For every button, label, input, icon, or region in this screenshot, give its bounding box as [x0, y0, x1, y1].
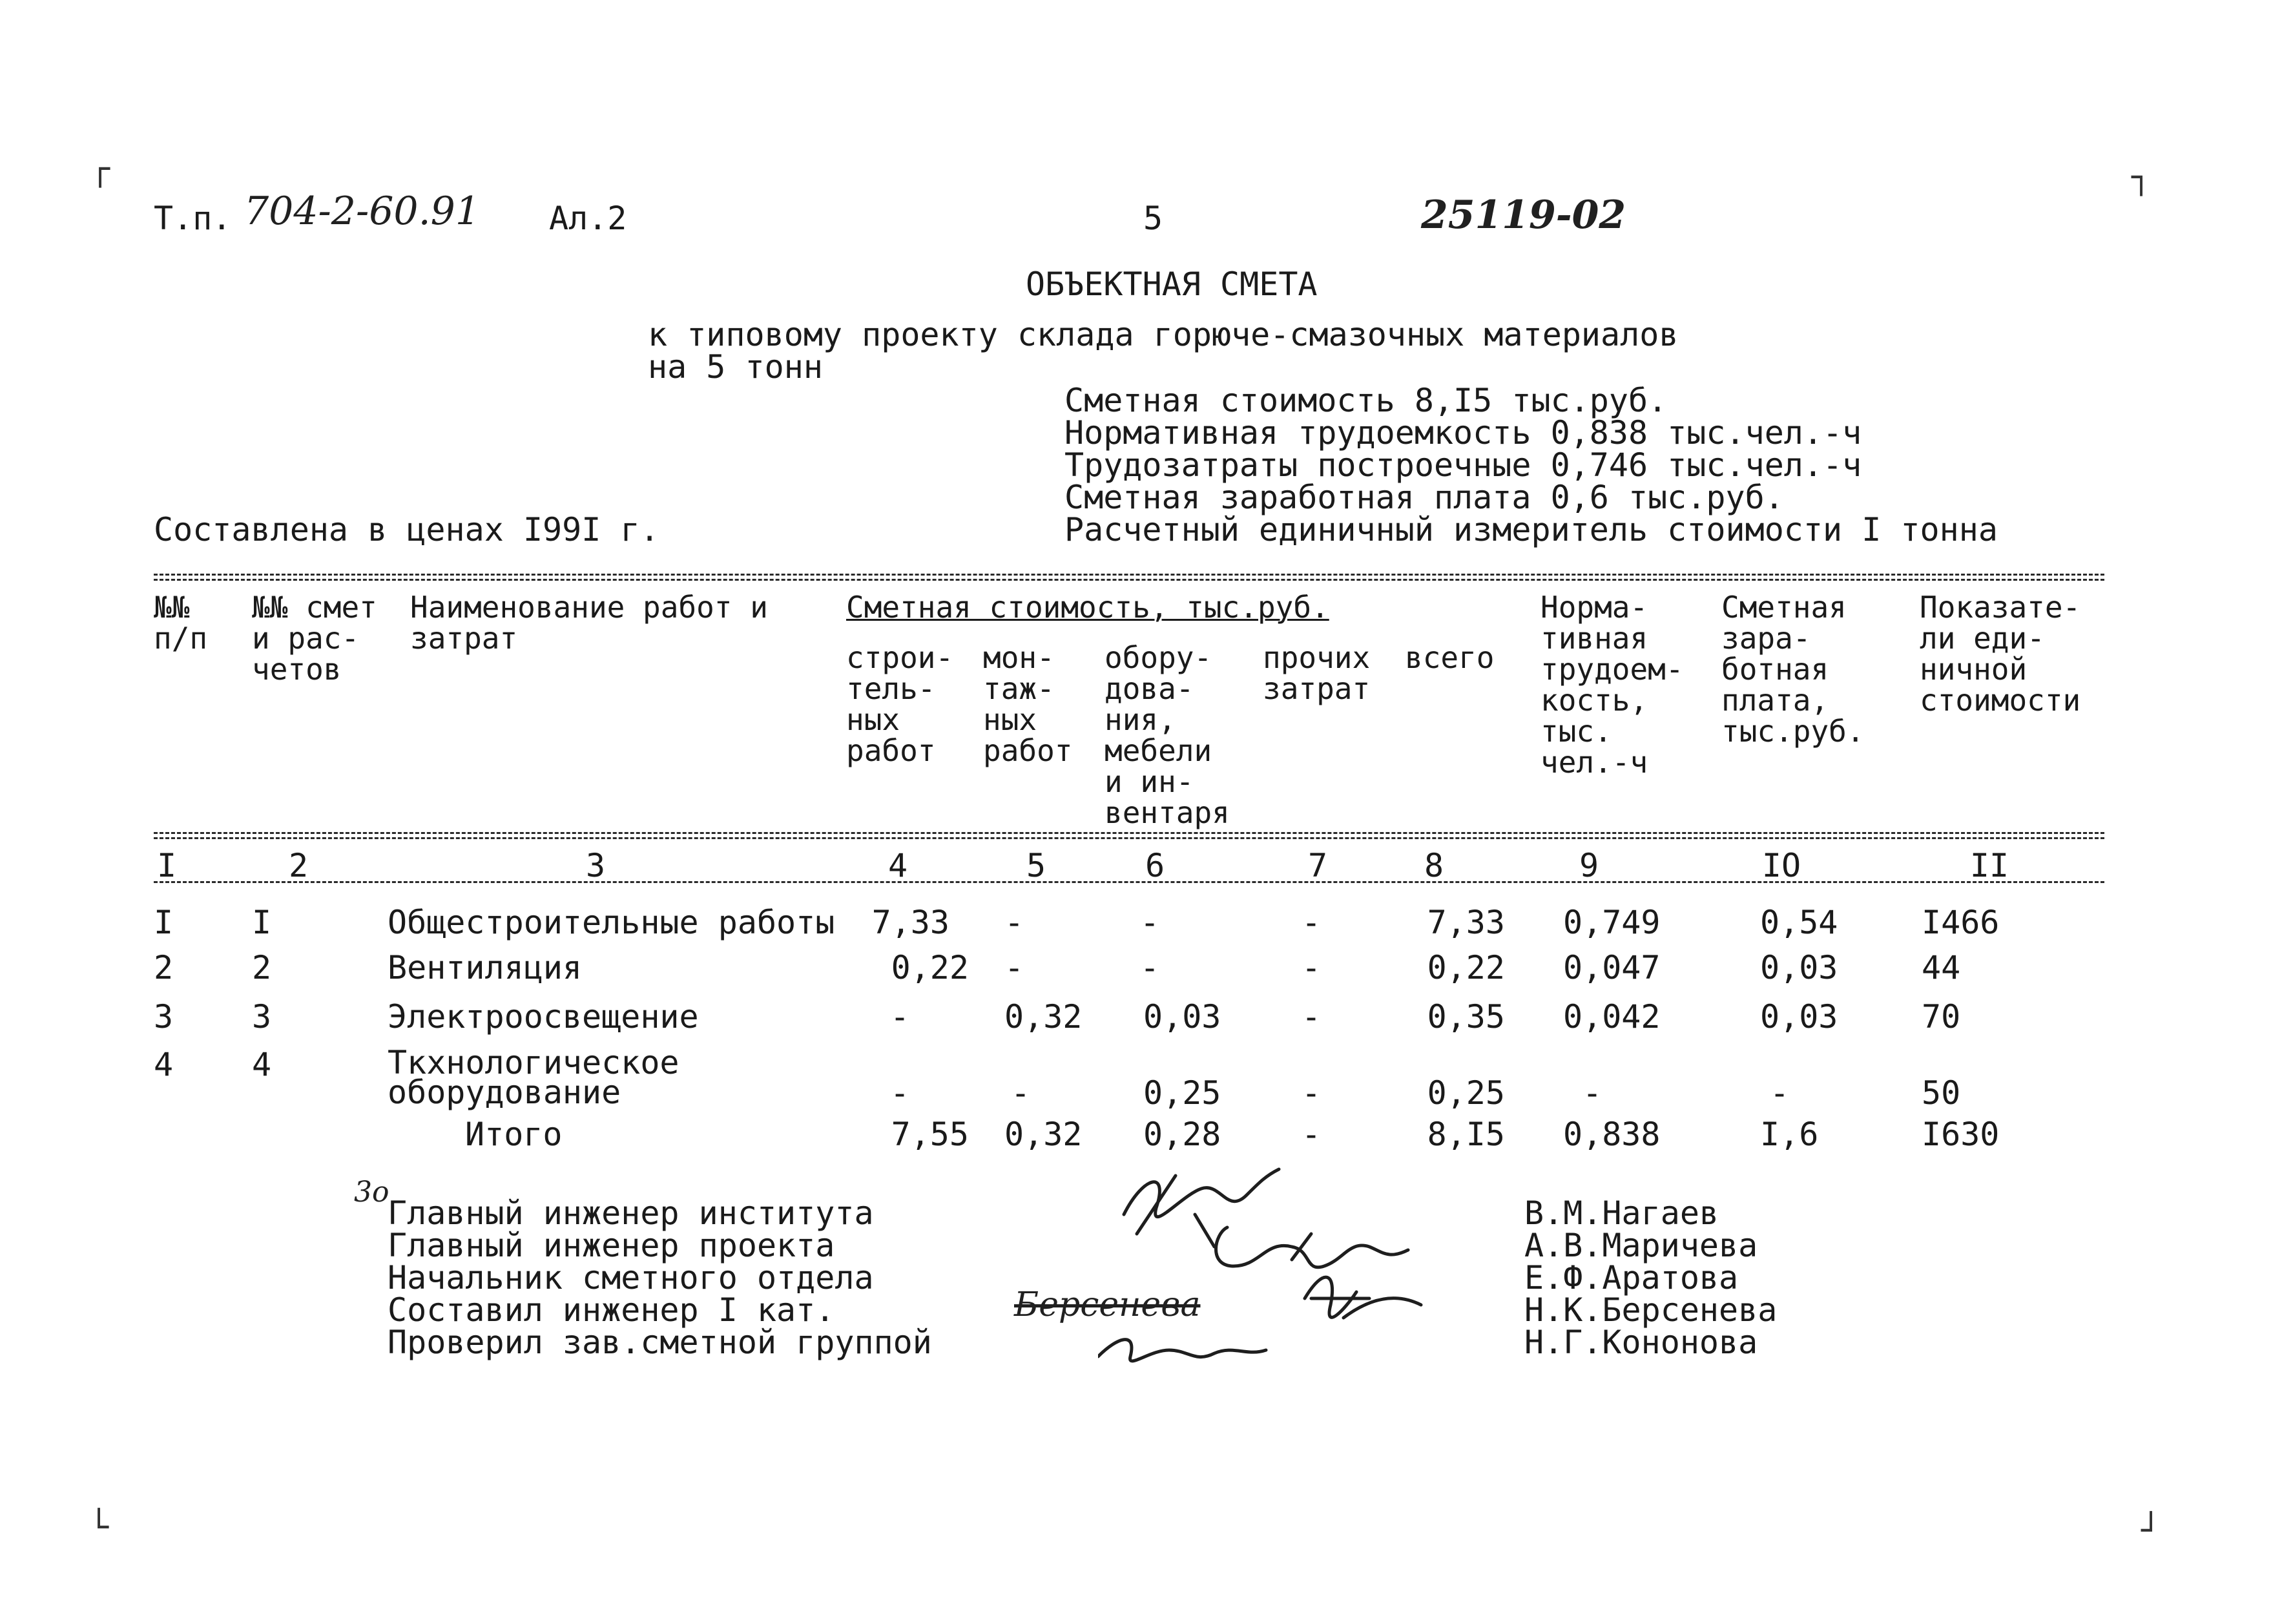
col-number-10: IO [1761, 847, 1801, 884]
signatory-role-2: Главный инженер проекта [388, 1227, 835, 1264]
row-1-other: - [1302, 904, 1322, 941]
row-3-wage: 0,03 [1760, 998, 1838, 1036]
table-top-rule-2 [154, 579, 2104, 581]
row-2-number: 2 [154, 949, 174, 986]
row-2-wage: 0,03 [1760, 949, 1838, 986]
row-1-total: 7,33 [1427, 904, 1505, 941]
row-4-installation: - [1011, 1074, 1031, 1112]
subtitle-line-2: на 5 тонн [648, 348, 823, 386]
corner-mark-bottom-left: └ [89, 1508, 109, 1546]
prices-year: Составлена в ценах I99I г. [154, 511, 659, 548]
signatory-name-2: А.В.Маричева [1524, 1227, 1758, 1264]
col-number-4: 4 [887, 847, 908, 884]
col-header-unit-cost: Показате- ли еди- ничной стоимости [1920, 590, 2081, 718]
col-number-6: 6 [1145, 847, 1165, 884]
total-other: - [1302, 1116, 1322, 1153]
col-number-8: 8 [1424, 847, 1444, 884]
summary-unit-meter: Расчетный единичный измеритель стоимости I тонна [1064, 511, 1998, 548]
row-4-total: 0,25 [1427, 1074, 1505, 1112]
row-2-installation: - [1004, 949, 1024, 986]
total-labor: 0,838 [1563, 1116, 1661, 1153]
signatory-role-4: Составил инженер I кат. [388, 1291, 835, 1329]
row-1-construction: 7,33 [871, 904, 949, 941]
row-2-equipment: - [1140, 949, 1160, 986]
corner-mark-top-left: ┌ [90, 150, 110, 187]
col-header-total: всего [1405, 640, 1495, 675]
corner-mark-top-right: ┐ [2132, 158, 2152, 196]
total-sum: 8,I5 [1427, 1116, 1505, 1153]
row-4-other: - [1302, 1074, 1322, 1112]
subtitle-line-1: к типовому проекту склада горюче-смазочных материалов [648, 316, 1679, 353]
table-header-rule-2 [154, 837, 2104, 839]
col-header-equipment: обору- дова- ния, мебели и ин- вентаря [1105, 640, 1230, 830]
row-4-estimate: 4 [252, 1046, 272, 1083]
row-3-construction: - [890, 998, 910, 1036]
signature-chief-engineer-institute [1124, 1169, 1279, 1247]
signature-checker [1098, 1340, 1266, 1361]
total-equipment: 0,28 [1143, 1116, 1221, 1153]
row-3-number: 3 [154, 998, 174, 1036]
row-1-number: I [154, 904, 174, 941]
col-header-item-no: №№ п/п [154, 590, 208, 656]
row-2-unit: 44 [1922, 949, 1961, 986]
signatory-name-4: Н.К.Берсенева [1524, 1291, 1778, 1329]
row-1-labor: 0,749 [1563, 904, 1661, 941]
col-number-7: 7 [1307, 847, 1328, 884]
col-number-11: II [1969, 847, 2009, 884]
album-label: Ал.2 [549, 200, 627, 237]
col-number-9: 9 [1579, 847, 1599, 884]
row-2-other: - [1302, 949, 1322, 986]
col-header-work-name: Наименование работ и затрат [410, 590, 768, 656]
row-1-wage: 0,54 [1760, 904, 1838, 941]
row-3-total: 0,35 [1427, 998, 1505, 1036]
signatory-role-5: Проверил зав.сметной группой [388, 1324, 932, 1361]
row-2-name: Вентиляция [388, 949, 583, 986]
col-header-other: прочих затрат [1263, 640, 1371, 706]
summary-wage: Сметная заработная плата 0,6 тыс.руб. [1064, 479, 1784, 516]
table-header-rule [154, 832, 2104, 834]
col-header-labor: Норма- тивная трудоем- кость, тыс. чел.-ч [1540, 590, 1684, 780]
row-4-labor: - [1582, 1074, 1603, 1112]
col-header-estimate-no: №№ смет и рас- четов [252, 590, 377, 687]
tp-number: 704-2-60.91 [244, 189, 481, 234]
signature-estimate-head [1305, 1277, 1421, 1318]
row-1-name: Общестроительные работы [388, 904, 835, 941]
summary-labor-site: Трудозатраты построечные 0,746 тыс.чел.-ч [1064, 446, 1862, 484]
document-title: ОБЪЕКТНАЯ СМЕТА [1026, 265, 1318, 303]
row-4-unit: 50 [1922, 1074, 1961, 1112]
total-wage: I,6 [1760, 1116, 1819, 1153]
col-header-wage: Сметная зара- ботная плата, тыс.руб. [1721, 590, 1865, 749]
row-3-labor: 0,042 [1563, 998, 1661, 1036]
column-number-rule [154, 881, 2104, 883]
col-number-2: 2 [288, 847, 309, 884]
table-top-rule [154, 574, 2104, 576]
col-number-5: 5 [1026, 847, 1046, 884]
summary-labor-norm: Нормативная трудоемкость 0,838 тыс.чел.-ч [1064, 414, 1862, 452]
handwritten-signatures [1098, 1137, 1460, 1382]
row-4-equipment: 0,25 [1143, 1074, 1221, 1112]
tp-label: Т.п. [154, 200, 232, 237]
doc-code: 25119-02 [1421, 193, 1626, 238]
row-4-number: 4 [154, 1046, 174, 1083]
summary-cost: Сметная стоимость 8,I5 тыс.руб. [1064, 382, 1668, 419]
total-installation: 0,32 [1004, 1116, 1083, 1153]
signature-chief-engineer-project [1216, 1227, 1409, 1267]
signature-bersenev: Берсенева [1014, 1286, 1201, 1324]
signatory-name-3: Е.Ф.Аратова [1524, 1259, 1739, 1296]
page-number: 5 [1143, 200, 1163, 237]
signatory-role-1: Главный инженер института [388, 1194, 874, 1232]
signatory-role-3: Начальник сметного отдела [388, 1259, 874, 1296]
row-3-other: - [1302, 998, 1322, 1036]
row-1-equipment: - [1140, 904, 1160, 941]
total-unit: I630 [1922, 1116, 2000, 1153]
row-3-estimate: 3 [252, 998, 272, 1036]
row-4-name: Ткхнологическое оборудование [388, 1044, 679, 1111]
col-number-3: 3 [585, 847, 606, 884]
row-2-construction: 0,22 [891, 949, 969, 986]
margin-note: 3о [354, 1176, 389, 1209]
row-4-wage: - [1770, 1074, 1790, 1112]
row-2-estimate: 2 [252, 949, 272, 986]
col-header-construction: строи- тель- ных работ [846, 640, 954, 768]
row-3-unit: 70 [1922, 998, 1961, 1036]
total-construction: 7,55 [891, 1116, 969, 1153]
row-1-unit: I466 [1922, 904, 2000, 941]
corner-mark-bottom-right: ┘ [2141, 1512, 2161, 1549]
col-header-installation: мон- таж- ных работ [983, 640, 1073, 768]
row-2-labor: 0,047 [1563, 949, 1661, 986]
signatory-name-5: Н.Г.Кононова [1524, 1324, 1758, 1361]
signatory-name-1: В.М.Нагаев [1524, 1194, 1719, 1232]
row-3-installation: 0,32 [1004, 998, 1083, 1036]
row-4-construction: - [890, 1074, 910, 1112]
row-1-installation: - [1004, 904, 1024, 941]
row-2-total: 0,22 [1427, 949, 1505, 986]
row-3-name: Электроосвещение [388, 998, 699, 1036]
row-3-equipment: 0,03 [1143, 998, 1221, 1036]
col-number-1: I [156, 847, 177, 884]
total-label: Итого [465, 1116, 563, 1153]
row-1-estimate: I [252, 904, 272, 941]
col-header-cost-group: Сметная стоимость, тыс.руб. [846, 590, 1329, 625]
